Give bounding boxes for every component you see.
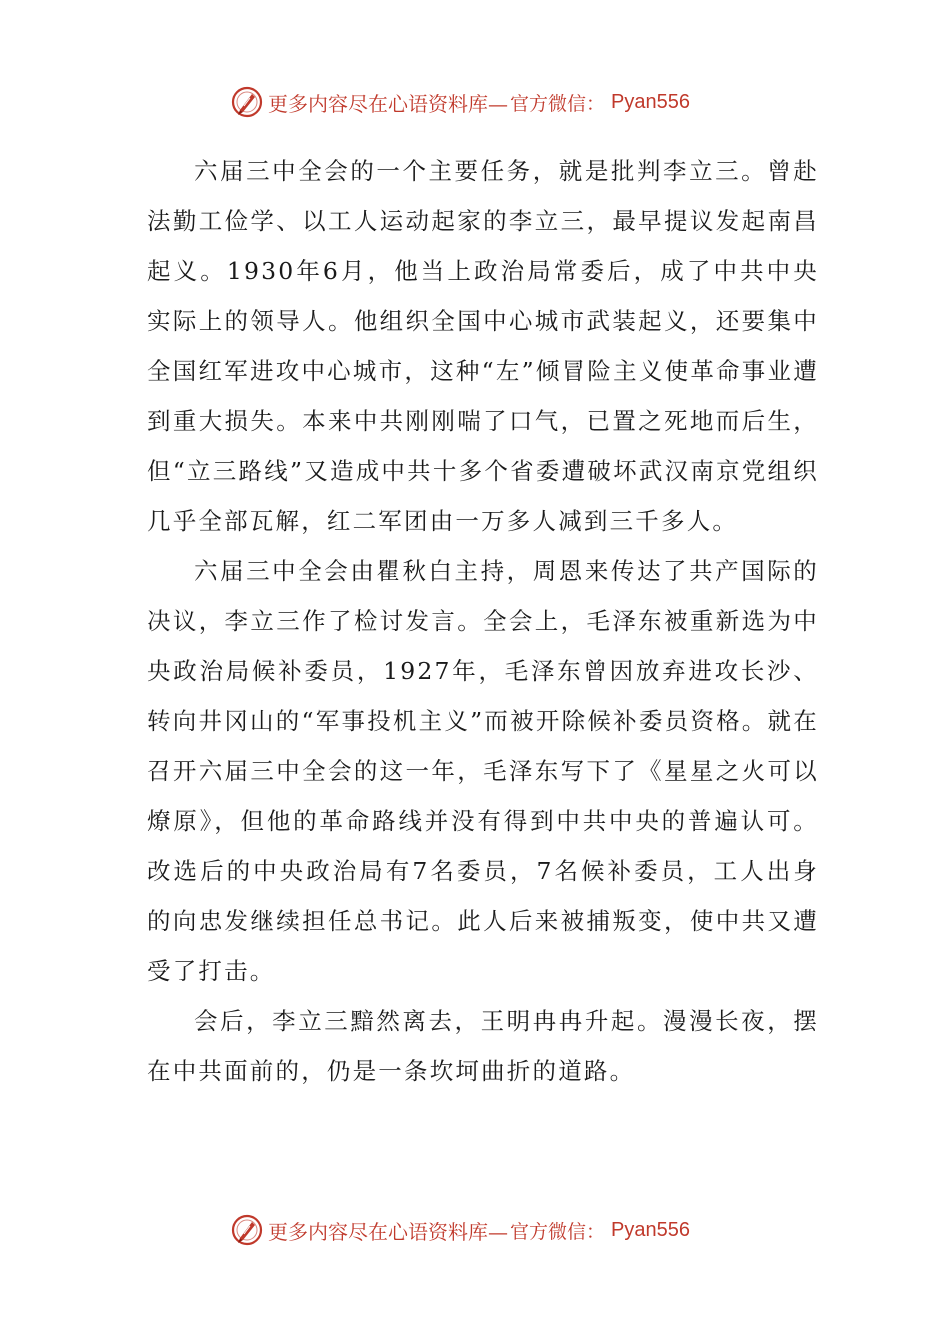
- paragraph-1: 六届三中全会的一个主要任务，就是批判李立三。曾赴法勤工俭学、以工人运动起家的李立三，最早提议发起南昌起义。1930年6月，他当上政治局常委后，成了中共中央实际上的领导人。他组织全国中心城市武装起义，还要集中全国红军进攻中心城市，这种“左”倾冒险主义使革命事业遭到重大损失。本来中共刚刚喘了口气，已置之死地而后生，但“立三路线”又造成中共十多个省委遭破坏武汉南京党组织几乎全部瓦解，红二军团由一万多人减到三千多人。: [147, 157, 819, 535]
- footer-banner: [0, 1210, 950, 1250]
- banner-wechat-label: 官方微信：: [510, 1220, 606, 1243]
- banner-wechat-id: Pyan556: [611, 90, 690, 113]
- banner-main-text: 更多内容尽在心语资料库—: [268, 1219, 508, 1244]
- article-body: [147, 146, 819, 1096]
- paragraph-3: 会后，李立三黯然离去，王明冉冉升起。漫漫长夜，摆在中共面前的，仍是一条坎坷曲折的道路。: [147, 1007, 819, 1085]
- pen-nib-logo-icon: [230, 1213, 264, 1247]
- header-banner: [0, 82, 950, 122]
- banner-main-text: 更多内容尽在心语资料库—: [268, 91, 508, 116]
- pen-nib-logo-icon: [230, 85, 264, 119]
- banner-wechat-id: Pyan556: [611, 1218, 690, 1241]
- banner-wechat-label: 官方微信：: [510, 92, 606, 115]
- paragraph-2: 六届三中全会由瞿秋白主持，周恩来传达了共产国际的决议，李立三作了检讨发言。全会上，毛泽东被重新选为中央政治局候补委员，1927年，毛泽东曾因放弃进攻长沙、转向井冈山的“军事投机主义”而被开除候补委员资格。就在召开六届三中全会的这一年，毛泽东写下了《星星之火可以燎原》，但他的革命路线并没有得到中共中央的普遍认可。改选后的中央政治局有7名委员，7名候补委员，工人出身的向忠发继续担任总书记。此人后来被捕叛变，使中共又遭受了打击。: [147, 557, 819, 985]
